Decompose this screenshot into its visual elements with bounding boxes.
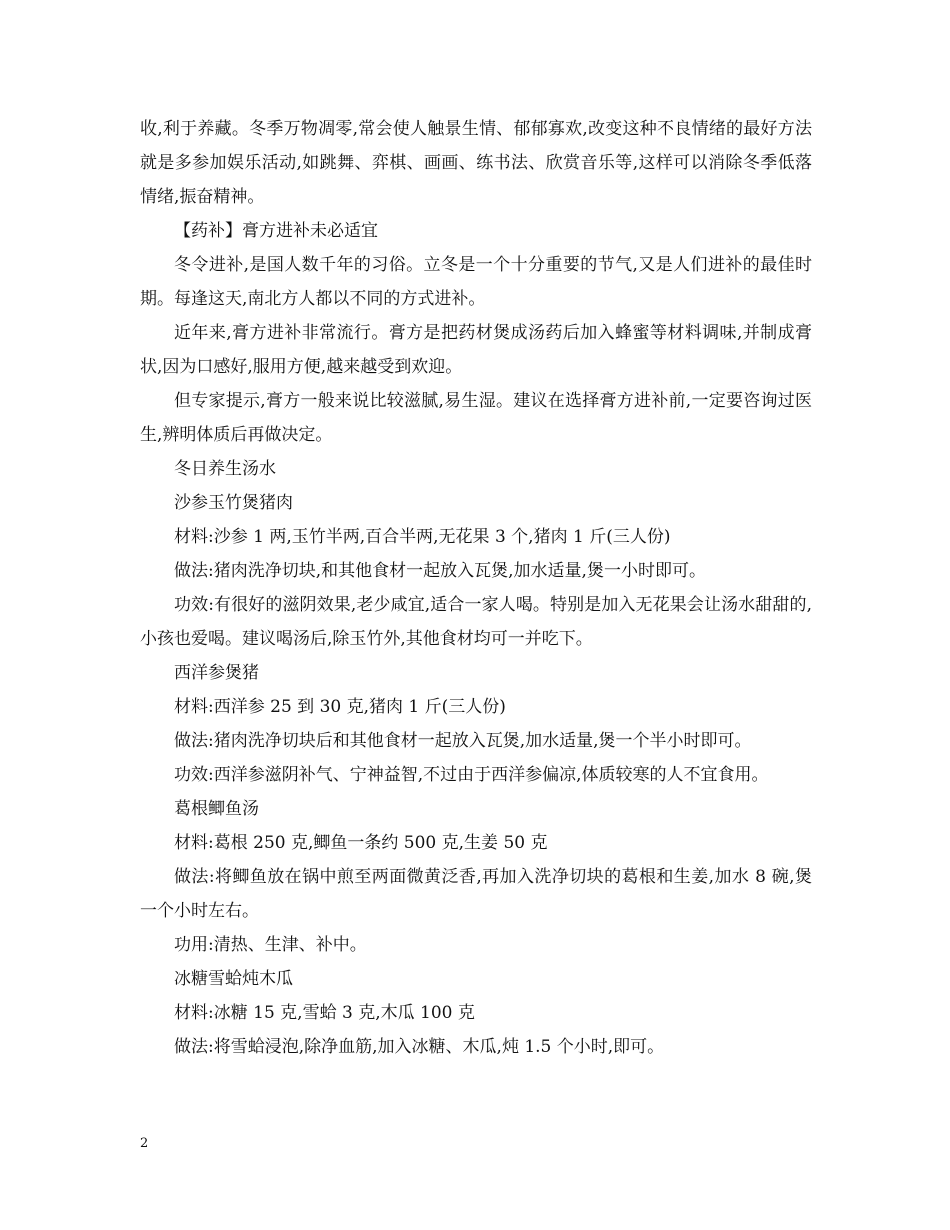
recipe-method: 做法:猪肉洗净切块后和其他食材一起放入瓦煲,加水适量,煲一个半小时即可。: [174, 731, 752, 751]
body-text: [140, 112, 812, 1064]
recipe-ingredients: 材料:沙参 1 两,玉竹半两,百合半两,无花果 3 个,猪肉 1 斤(三人份): [174, 527, 671, 547]
recipe-method: 做法:将鲫鱼放在锅中煎至两面微黄泛香,再加入洗净切块的葛根和生姜,加水 8 碗,煲一个小时左右。: [140, 867, 812, 921]
recipe-effect: 功效:西洋参滋阴补气、宁神益智,不过由于西洋参偏凉,体质较寒的人不宜食用。: [174, 765, 769, 785]
recipe-title-gegen-jiyu: 葛根鲫鱼汤: [174, 799, 259, 819]
paragraph-winter-tonic-custom: 冬令进补,是国人数千年的习俗。立冬是一个十分重要的节气,又是人们进补的最佳时期。每逢这天,南北方人都以不同的方式进补。: [140, 255, 812, 309]
paragraph-heading-winter-soups: 冬日养生汤水: [174, 459, 276, 479]
recipe-method: 做法:猪肉洗净切块,和其他食材一起放入瓦煲,加水适量,煲一小时即可。: [174, 561, 706, 581]
paragraph-heading-medicinal-tonic: 【药补】膏方进补未必适宜: [174, 221, 378, 241]
page-number: 2: [140, 1136, 149, 1151]
paragraph-winter-mood: 收,利于养藏。冬季万物凋零,常会使人触景生情、郁郁寡欢,改变这种不良情绪的最好方法就是多参加娱乐活动,如跳舞、弈棋、画画、练书法、欣赏音乐等,这样可以消除冬季低落情绪,振奋精神。: [140, 119, 812, 207]
recipe-title-bingtang-xueha: 冰糖雪蛤炖木瓜: [174, 969, 293, 989]
recipe-ingredients: 材料:西洋参 25 到 30 克,猪肉 1 斤(三人份): [174, 697, 506, 717]
recipe-title-xiyangshen: 西洋参煲猪: [174, 663, 259, 683]
recipe-effect: 功用:清热、生津、补中。: [174, 935, 367, 955]
recipe-effect: 功效:有很好的滋阴效果,老少咸宜,适合一家人喝。特别是加入无花果会让汤水甜甜的,小孩也爱喝。建议喝汤后,除玉竹外,其他食材均可一并吃下。: [140, 595, 812, 649]
paragraph-expert-advice: 但专家提示,膏方一般来说比较滋腻,易生湿。建议在选择膏方进补前,一定要咨询过医生,辨明体质后再做决定。: [140, 391, 812, 445]
recipe-ingredients: 材料:葛根 250 克,鲫鱼一条约 500 克,生姜 50 克: [174, 833, 548, 853]
recipe-ingredients: 材料:冰糖 15 克,雪蛤 3 克,木瓜 100 克: [174, 1003, 475, 1023]
recipe-title-shashen-yuzhu: 沙参玉竹煲猪肉: [174, 493, 293, 513]
paragraph-paste-popular: 近年来,膏方进补非常流行。膏方是把药材煲成汤药后加入蜂蜜等材料调味,并制成膏状,因为口感好,服用方便,越来越受到欢迎。: [140, 323, 812, 377]
recipe-method: 做法:将雪蛤浸泡,除净血筋,加入冰糖、木瓜,炖 1.5 个小时,即可。: [174, 1037, 665, 1057]
